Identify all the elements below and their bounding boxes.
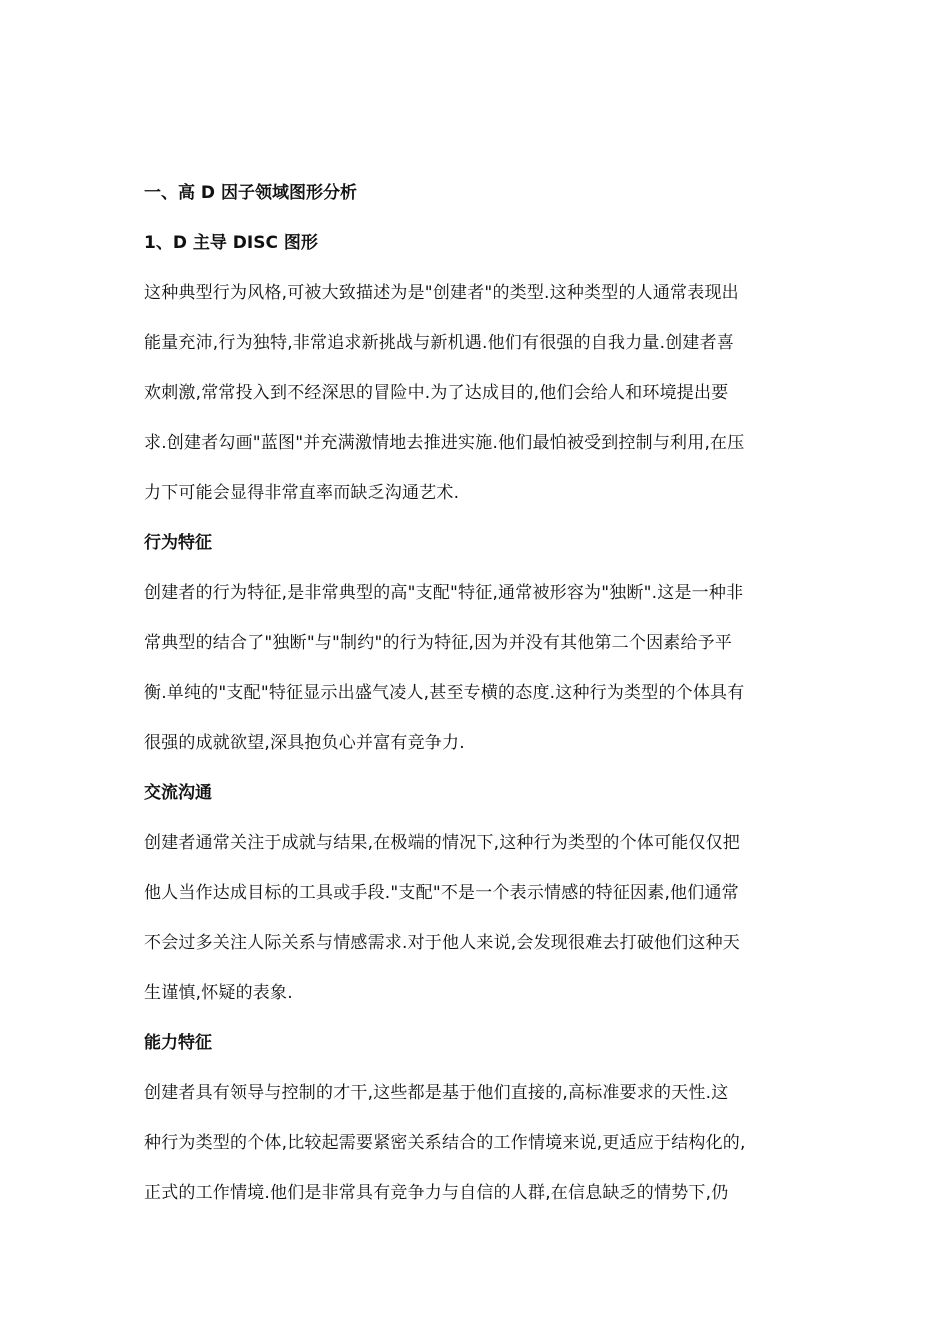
text-line: 欢刺激,常常投入到不经深思的冒险中.为了达成目的,他们会给人和环境提出要	[144, 383, 729, 403]
document-title: 一、高 D 因子领域图形分析	[144, 183, 357, 203]
text-line: 力下可能会显得非常直率而缺乏沟通艺术.	[144, 483, 460, 503]
section-heading-ability: 能力特征	[144, 1033, 212, 1053]
section-heading-communication: 交流沟通	[144, 783, 212, 803]
section-heading-behavior: 行为特征	[144, 533, 212, 553]
document-page	[144, 168, 812, 1218]
text-line: 不会过多关注人际关系与情感需求.对于他人来说,会发现很难去打破他们这种天	[144, 933, 741, 953]
text-line: 他人当作达成目标的工具或手段."支配"不是一个表示情感的特征因素,他们通常	[144, 883, 739, 903]
text-line: 种行为类型的个体,比较起需要紧密关系结合的工作情境来说,更适应于结构化的,	[144, 1133, 746, 1153]
text-line: 创建者具有领导与控制的才干,这些都是基于他们直接的,高标准要求的天性.这	[144, 1083, 729, 1103]
text-line: 正式的工作情境.他们是非常具有竞争力与自信的人群,在信息缺乏的情势下,仍	[144, 1183, 729, 1203]
text-line: 生谨慎,怀疑的表象.	[144, 983, 293, 1003]
intro-paragraph	[144, 268, 812, 518]
text-line: 创建者的行为特征,是非常典型的高"支配"特征,通常被形容为"独断".这是一种非	[144, 583, 744, 603]
document-subtitle: 1、D 主导 DISC 图形	[144, 233, 318, 253]
text-line: 创建者通常关注于成就与结果,在极端的情况下,这种行为类型的个体可能仅仅把	[144, 833, 741, 853]
text-line: 衡.单纯的"支配"特征显示出盛气凌人,甚至专横的态度.这种行为类型的个体具有	[144, 683, 745, 703]
text-line: 常典型的结合了"独断"与"制约"的行为特征,因为并没有其他第二个因素给予平	[144, 633, 733, 653]
text-line: 求.创建者勾画"蓝图"并充满激情地去推进实施.他们最怕被受到控制与利用,在压	[144, 433, 745, 453]
section-paragraph-behavior	[144, 568, 812, 768]
section-paragraph-ability	[144, 1068, 812, 1218]
text-line: 这种典型行为风格,可被大致描述为是"创建者"的类型.这种类型的人通常表现出	[144, 283, 739, 303]
section-paragraph-communication	[144, 818, 812, 1018]
text-line: 能量充沛,行为独特,非常追求新挑战与新机遇.他们有很强的自我力量.创建者喜	[144, 333, 735, 353]
text-line: 很强的成就欲望,深具抱负心并富有竞争力.	[144, 733, 465, 753]
